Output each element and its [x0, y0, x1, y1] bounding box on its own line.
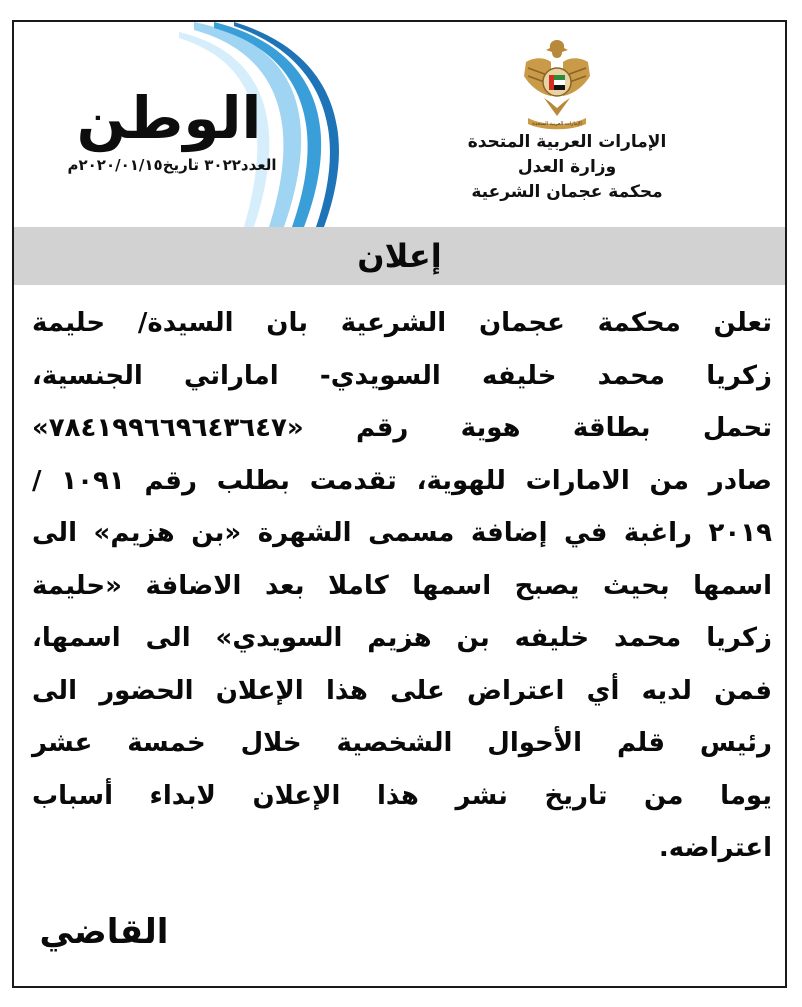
notice-line: ٢٠١٩ راغبة في إضافة مسمى الشهرة «بن هزيم» الى	[32, 518, 772, 548]
notice-line: زكريا محمد خليفه بن هزيم السويدي» الى اسمها،	[32, 623, 772, 653]
notice-line: صادر من الامارات للهوية، تقدمت بطلب رقم ١٠٩١ /	[32, 465, 772, 496]
notice-line: تعلن محكمة عجمان الشرعية بان السيدة/ حليمة	[32, 308, 772, 338]
country-name: الإمارات العربية المتحدة	[467, 132, 667, 152]
ministry-block	[437, 130, 697, 205]
notice-frame	[12, 20, 787, 988]
emblem-caption: الإمارات العربية المتحدة	[532, 121, 582, 127]
notice-line: فمن لديه أي اعتراض على هذا الإعلان الحضور الى	[32, 675, 772, 706]
notice-line: رئيس قلم الأحوال الشخصية خلال خمسة عشر	[32, 728, 772, 758]
judge-signature: القاضي	[39, 912, 169, 952]
newspaper-logo: الوطن	[76, 84, 262, 152]
notice-line: اعتراضه.	[658, 833, 772, 863]
notice-line: اسمها بحيث يصبح اسمها كاملا بعد الاضافة «حليمة	[32, 570, 772, 601]
uae-falcon-emblem-icon	[518, 36, 596, 132]
issue-info: العدد٣٠٢٢ تاريخ٢٠٢٠/٠١/١٥م	[67, 156, 277, 174]
notice-line: يوما من تاريخ نشر هذا الإعلان لابداء أسباب	[32, 780, 772, 811]
notice-line: تحمل بطاقة هوية رقم «٧٨٤١٩٩٦٦٩٦٤٣٦٤٧»	[32, 413, 772, 443]
ministry-name: وزارة العدل	[517, 157, 617, 177]
header	[14, 22, 785, 227]
notice-body	[32, 297, 772, 875]
title-bar	[14, 227, 785, 285]
court-name: محكمة عجمان الشرعية	[471, 182, 663, 202]
notice-line: زكريا محمد خليفه السويدي- اماراتي الجنسية،	[32, 360, 772, 391]
notice-title: إعلان	[357, 237, 442, 275]
